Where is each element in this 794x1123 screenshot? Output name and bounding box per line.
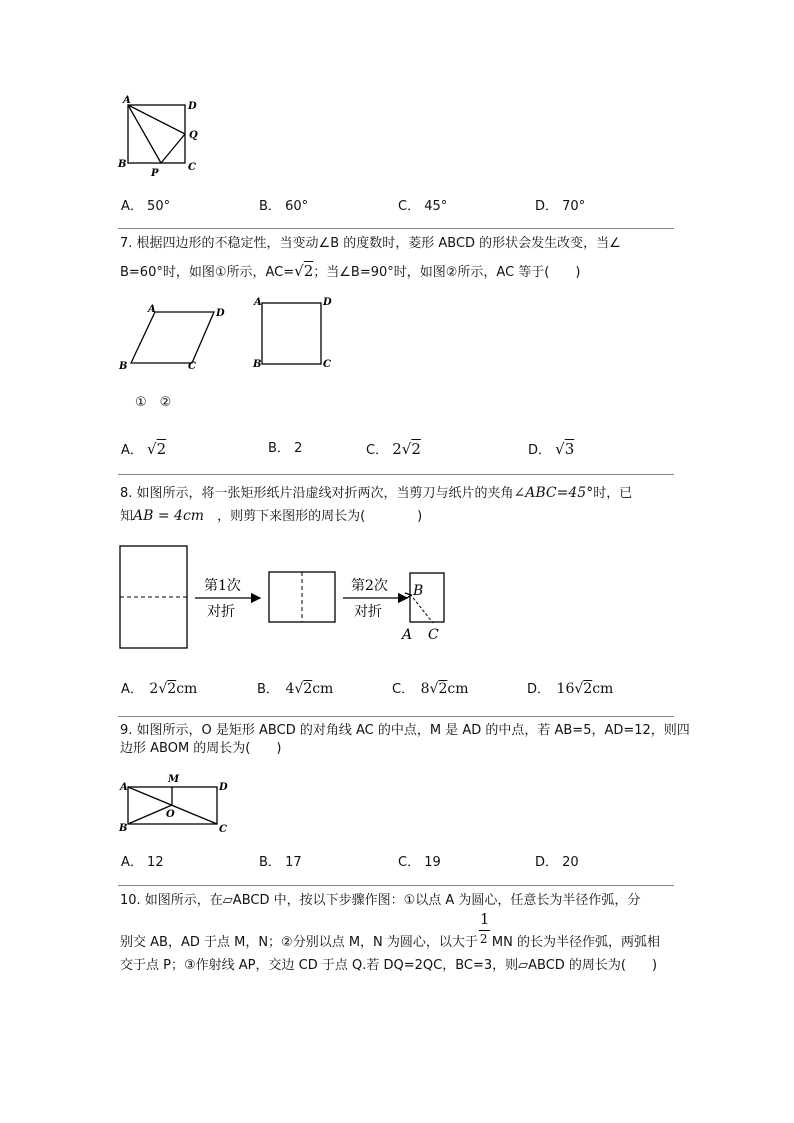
q8-label-c: C — [428, 627, 439, 643]
q7-fig2-label-a: A — [254, 297, 262, 308]
sqrt-sign: √2 — [294, 262, 314, 280]
q9-label-a: A — [120, 782, 128, 793]
q7-fig1-label-a: A — [148, 304, 156, 315]
q7-line-2: B=60°时，如图①所示，AC=√2；当∠B=90°时，如图②所示，AC 等于( ) — [120, 262, 581, 280]
q8-line-2: 知AB = 4cm ，则剪下来图形的周长为( ) — [120, 508, 423, 524]
q6-option-a[interactable]: A． 50° — [121, 199, 171, 214]
q9-option-a[interactable]: A． 12 — [121, 855, 164, 870]
divider — [118, 885, 674, 886]
q9-label-o: O — [166, 809, 175, 820]
q9-label-c: C — [219, 824, 227, 835]
q7-fig1-label-d: D — [216, 308, 225, 319]
q7-fig2-label-c: C — [323, 359, 331, 370]
q7-option-a[interactable]: A． √2 — [121, 440, 167, 458]
q7-option-b[interactable]: B． 2 — [268, 441, 303, 456]
q6-option-b[interactable]: B． 60° — [259, 199, 309, 214]
q10-line-1: 10. 如图所示，在▱ABCD 中，按以下步骤作图：①以点 A 为圆心，任意长为半径作弧，分 — [120, 893, 641, 908]
q7-line-1: 7. 根据四边形的不稳定性，当变动∠B 的度数时，菱形 ABCD 的形状会发生改变，当∠ — [120, 236, 621, 251]
q9-option-b[interactable]: B． 17 — [259, 855, 302, 870]
divider — [118, 716, 674, 717]
q9-label-b: B — [119, 823, 128, 834]
q6-label-p: P — [151, 168, 159, 178]
q8-fold2-top: 第2次 — [351, 578, 388, 594]
q9-figure — [115, 770, 233, 836]
q8-line-1: 8. 如图所示，将一张矩形纸片沿虚线对折两次，当剪刀与纸片的夹角∠ABC=45°时，已 — [120, 485, 633, 501]
q8-fold2-bottom: 对折 — [354, 604, 382, 620]
q10-line-2: 别交 AB，AD 于点 M，N；②分别以点 M，N 为圆心，以大于 1 2 MN 的长为半径作弧，两弧相 — [120, 910, 660, 950]
q9-line-1: 9. 如图所示，O 是矩形 ABCD 的对角线 AC 的中点，M 是 AD 的中点，若 AB=5，AD=12，则四 — [120, 723, 690, 738]
q8-figure — [115, 540, 475, 655]
q6-label-c: C — [188, 162, 196, 173]
q9-option-c[interactable]: C． 19 — [398, 855, 441, 870]
divider — [118, 228, 674, 229]
q6-label-d: D — [188, 101, 197, 112]
q7-figure-2 — [252, 295, 334, 373]
q8-fold1-bottom: 对折 — [207, 604, 235, 620]
q6-label-b: B — [118, 159, 127, 170]
q6-option-c[interactable]: C． 45° — [398, 199, 448, 214]
q9-option-d[interactable]: D． 20 — [535, 855, 579, 870]
q6-option-d[interactable]: D． 70° — [535, 199, 586, 214]
q9-line-2: 边形 ABOM 的周长为( ) — [120, 741, 282, 756]
q7-option-c[interactable]: C． 2√2 — [366, 440, 421, 458]
q8-option-d[interactable]: D． 16√2cm — [527, 681, 614, 697]
q7-fig1-label-b: B — [119, 361, 128, 372]
q8-option-b[interactable]: B． 4√2cm — [257, 681, 334, 697]
q9-label-d: D — [219, 782, 228, 793]
q7-figure-captions: ① ② — [135, 395, 172, 410]
q8-fold1-top: 第1次 — [204, 578, 241, 594]
q6-label-q: Q — [189, 130, 198, 141]
fraction-one-half: 1 2 — [479, 910, 490, 946]
q9-label-m: M — [168, 774, 180, 785]
q7-figure-1 — [117, 302, 232, 374]
q8-label-b: B — [413, 583, 424, 599]
q8-option-c[interactable]: C． 8√2cm — [392, 681, 469, 697]
q6-label-a: A — [123, 95, 131, 106]
q10-line-3: 交于点 P；③作射线 AP，交边 CD 于点 Q.若 DQ=2QC，BC=3，则▱ABCD 的周长为( ) — [120, 958, 658, 973]
q7-fig2-label-d: D — [323, 297, 332, 308]
q6-figure — [115, 92, 207, 178]
q8-label-a: A — [402, 627, 413, 643]
q7-fig1-label-c: C — [188, 361, 196, 372]
q7-option-d[interactable]: D． √3 — [528, 440, 575, 458]
q7-fig2-label-b: B — [253, 359, 262, 370]
divider — [118, 474, 674, 475]
q8-option-a[interactable]: A． 2√2cm — [121, 681, 198, 697]
